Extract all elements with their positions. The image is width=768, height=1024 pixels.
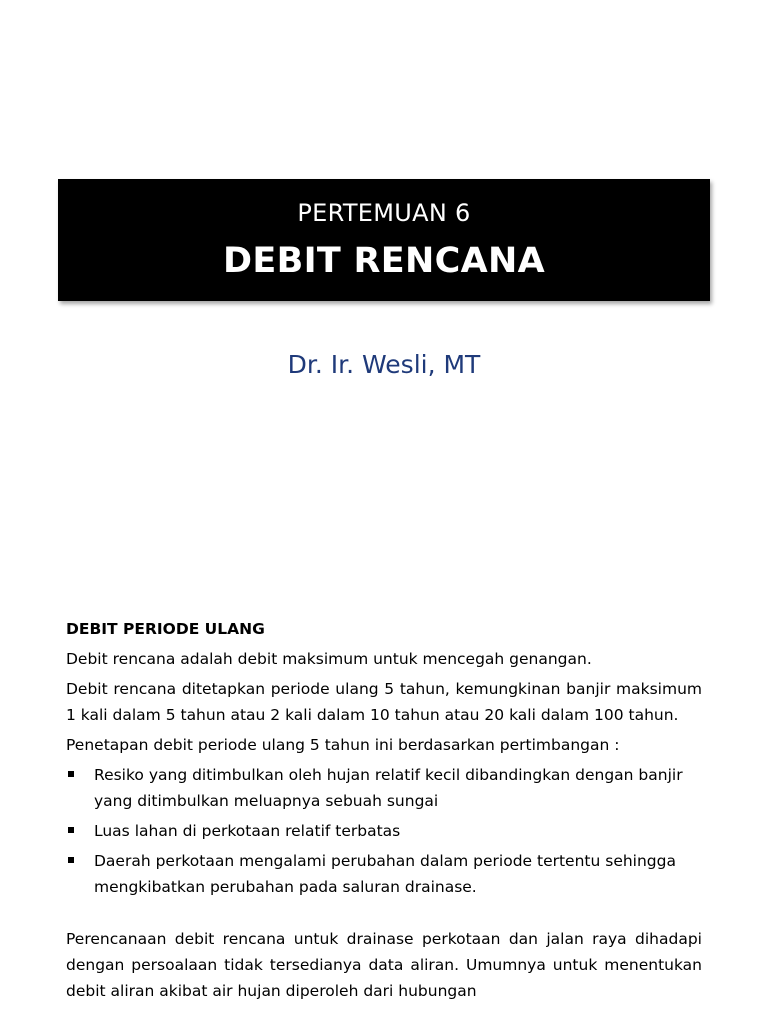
list-item-text: Resiko yang ditimbulkan oleh hujan relatif kecil dibandingkan dengan banjir yang ditimbulkan meluapnya sebuah sungai [94,766,683,810]
paragraph: Penetapan debit periode ulang 5 tahun ini berdasarkan pertimbangan : [66,736,620,754]
spacer [66,904,702,926]
square-bullet-icon [68,827,74,833]
list-item-text: Luas lahan di perkotaan relatif terbatas [94,822,401,840]
square-bullet-icon [68,771,74,777]
square-bullet-icon [68,857,74,863]
meeting-number: PERTEMUAN 6 [297,199,471,227]
paragraph: Debit rencana adalah debit maksimum untuk mencegah genangan. [66,650,592,668]
list-item [66,762,702,814]
section-heading: DEBIT PERIODE ULANG [66,620,265,638]
list-item [66,848,702,900]
list-item [66,818,702,844]
paragraph: Debit rencana ditetapkan periode ulang 5 tahun, kemungkinan banjir maksimum 1 kali dalam 5 tahun atau 2 kali dalam 10 tahun atau 20 kali dalam 100 tahun. [66,680,702,724]
bullet-list [66,762,702,900]
list-item-text: Daerah perkotaan mengalami perubahan dalam periode tertentu sehingga mengkibatkan perubahan pada saluran drainase. [94,852,676,896]
closing-paragraph: Perencanaan debit rencana untuk drainase perkotaan dan jalan raya dihadapi dengan persoalaan tidak tersedianya data aliran. Umumnya untuk menentukan debit aliran akibat air hujan diperoleh dari hubungan [66,930,702,1000]
page-title: DEBIT RENCANA [223,241,545,281]
author-name: Dr. Ir. Wesli, MT [287,350,481,379]
title-banner [58,179,710,301]
document-body [66,616,702,1008]
